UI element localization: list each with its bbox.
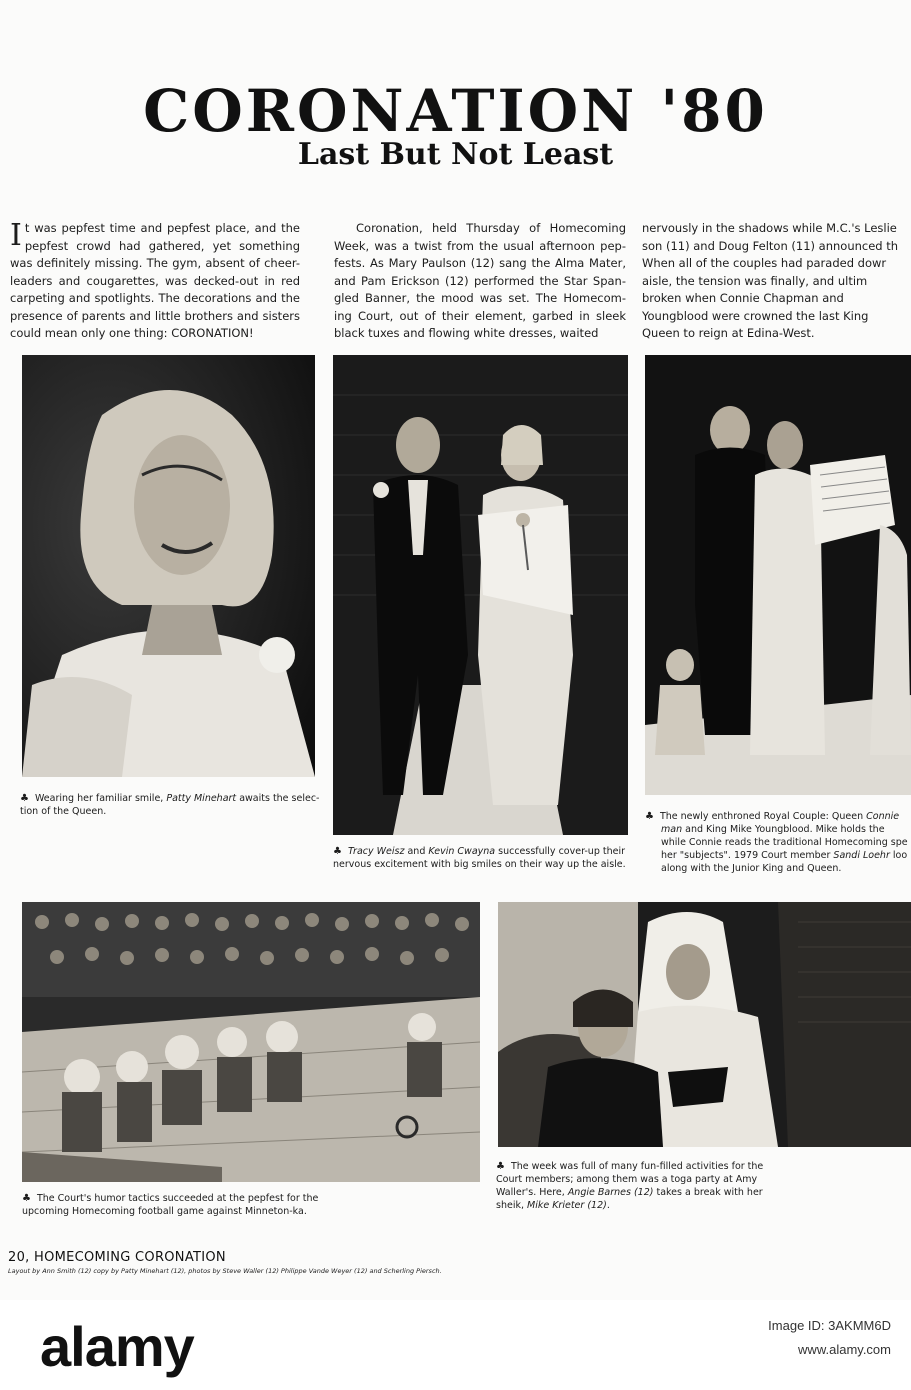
article-col3-line: Queen to reign at Edina-West. <box>642 326 815 340</box>
caption-photo-5: ♣ The week was full of many fun-filled activities for the Court members; among them was a toga party at Amy Waller's. Here, Angie Barnes (12) takes a break with her sheik, Mike Krieter (12). <box>496 1161 764 1211</box>
photo-patty-minehart-image <box>22 355 315 777</box>
article-col3-line: When all of the couples had paraded dowr <box>642 256 887 270</box>
photo-tracy-kevin-image <box>333 355 628 835</box>
article-col3-line: broken when Connie Chapman and <box>642 291 844 305</box>
article-column-2 <box>334 220 626 343</box>
photo-pepfest-image <box>22 902 480 1182</box>
watermark-image-id: Image ID: 3AKMM6D <box>768 1318 891 1333</box>
alamy-watermark <box>0 1302 911 1390</box>
club-bullet-icon: ♣ <box>645 811 654 822</box>
photo-tracy-kevin <box>333 355 628 835</box>
photo-royal-couple-image <box>645 355 911 795</box>
article-col3-line: son (11) and Doug Felton (11) announced th <box>642 238 899 253</box>
caption-photo-2: ♣ Tracy Weisz and Kevin Cwayna successfully cover-up their nervous excitement with big smiles on their way up the aisle. <box>333 846 626 870</box>
watermark-site: www.alamy.com <box>798 1342 891 1357</box>
photo-royal-couple <box>645 355 911 795</box>
photo-pepfest <box>22 902 480 1182</box>
caption-photo-1: ♣ Wearing her familiar smile, Patty Minehart awaits the selec-tion of the Queen. <box>20 793 320 817</box>
club-bullet-icon: ♣ <box>20 793 29 804</box>
article-col3-line: aisle, the tension was finally, and ultim <box>642 273 868 288</box>
article-col3-line: nervously in the shadows while M.C.'s Leslie <box>642 221 897 235</box>
page-folio: 20, HOMECOMING CORONATION <box>8 1250 226 1265</box>
article-column-3 <box>642 220 904 343</box>
photo-patty-minehart <box>22 355 315 777</box>
watermark-brand: alamy <box>40 1315 194 1378</box>
page-subtitle: Last But Not Least <box>297 137 614 172</box>
photo-toga-party-image <box>498 902 911 1147</box>
club-bullet-icon: ♣ <box>22 1193 31 1204</box>
photo-credits: Layout by Ann Smith (12) copy by Patty Minehart (12), photos by Steve Waller (12) Philippe Vande Weyer (12) and Scherling Piersch. <box>8 1267 442 1275</box>
photo-toga-party <box>498 902 911 1147</box>
page-title: CORONATION '80 <box>143 77 768 145</box>
club-bullet-icon: ♣ <box>496 1161 505 1172</box>
article-col1-text: t was pepfest time and pepfest place, and the pepfest crowd had gathered, yet something was definitely missing. The gym, absent of cheer-leaders and cougarettes, was decked-out in red carpeting and spotlights. The decorations and the presence of parents and little brothers and sisters could mean only one thing: CORONATION! <box>10 221 300 340</box>
article-col3-line: Youngblood were crowned the last King <box>642 308 869 323</box>
caption-photo-3: ♣ The newly enthroned Royal Couple: Queen Connie man and King Mike Youngblood. Mike holds the while Connie reads the traditional Homecoming spe her "subjects". 1979 Court member Sandi Loehr loo along with the Junior King and Queen. <box>645 811 908 874</box>
drop-cap: I <box>10 218 22 253</box>
article-column-1 <box>10 220 300 343</box>
club-bullet-icon: ♣ <box>333 846 342 857</box>
caption-photo-4: ♣ The Court's humor tactics succeeded at the pepfest for the upcoming Homecoming football game against Minneton-ka. <box>22 1193 319 1217</box>
article-col2-text: Coronation, held Thursday of Homecoming Week, was a twist from the usual afternoon pep-fests. As Mary Paulson (12) sang the Alma Mater, and Pam Erickson (12) performed the Star Span-gled Banner, the mood was set. The Homecom-ing Court, out of their element, garbed in sleek black tuxes and flowing white dresses, waited <box>334 221 626 340</box>
